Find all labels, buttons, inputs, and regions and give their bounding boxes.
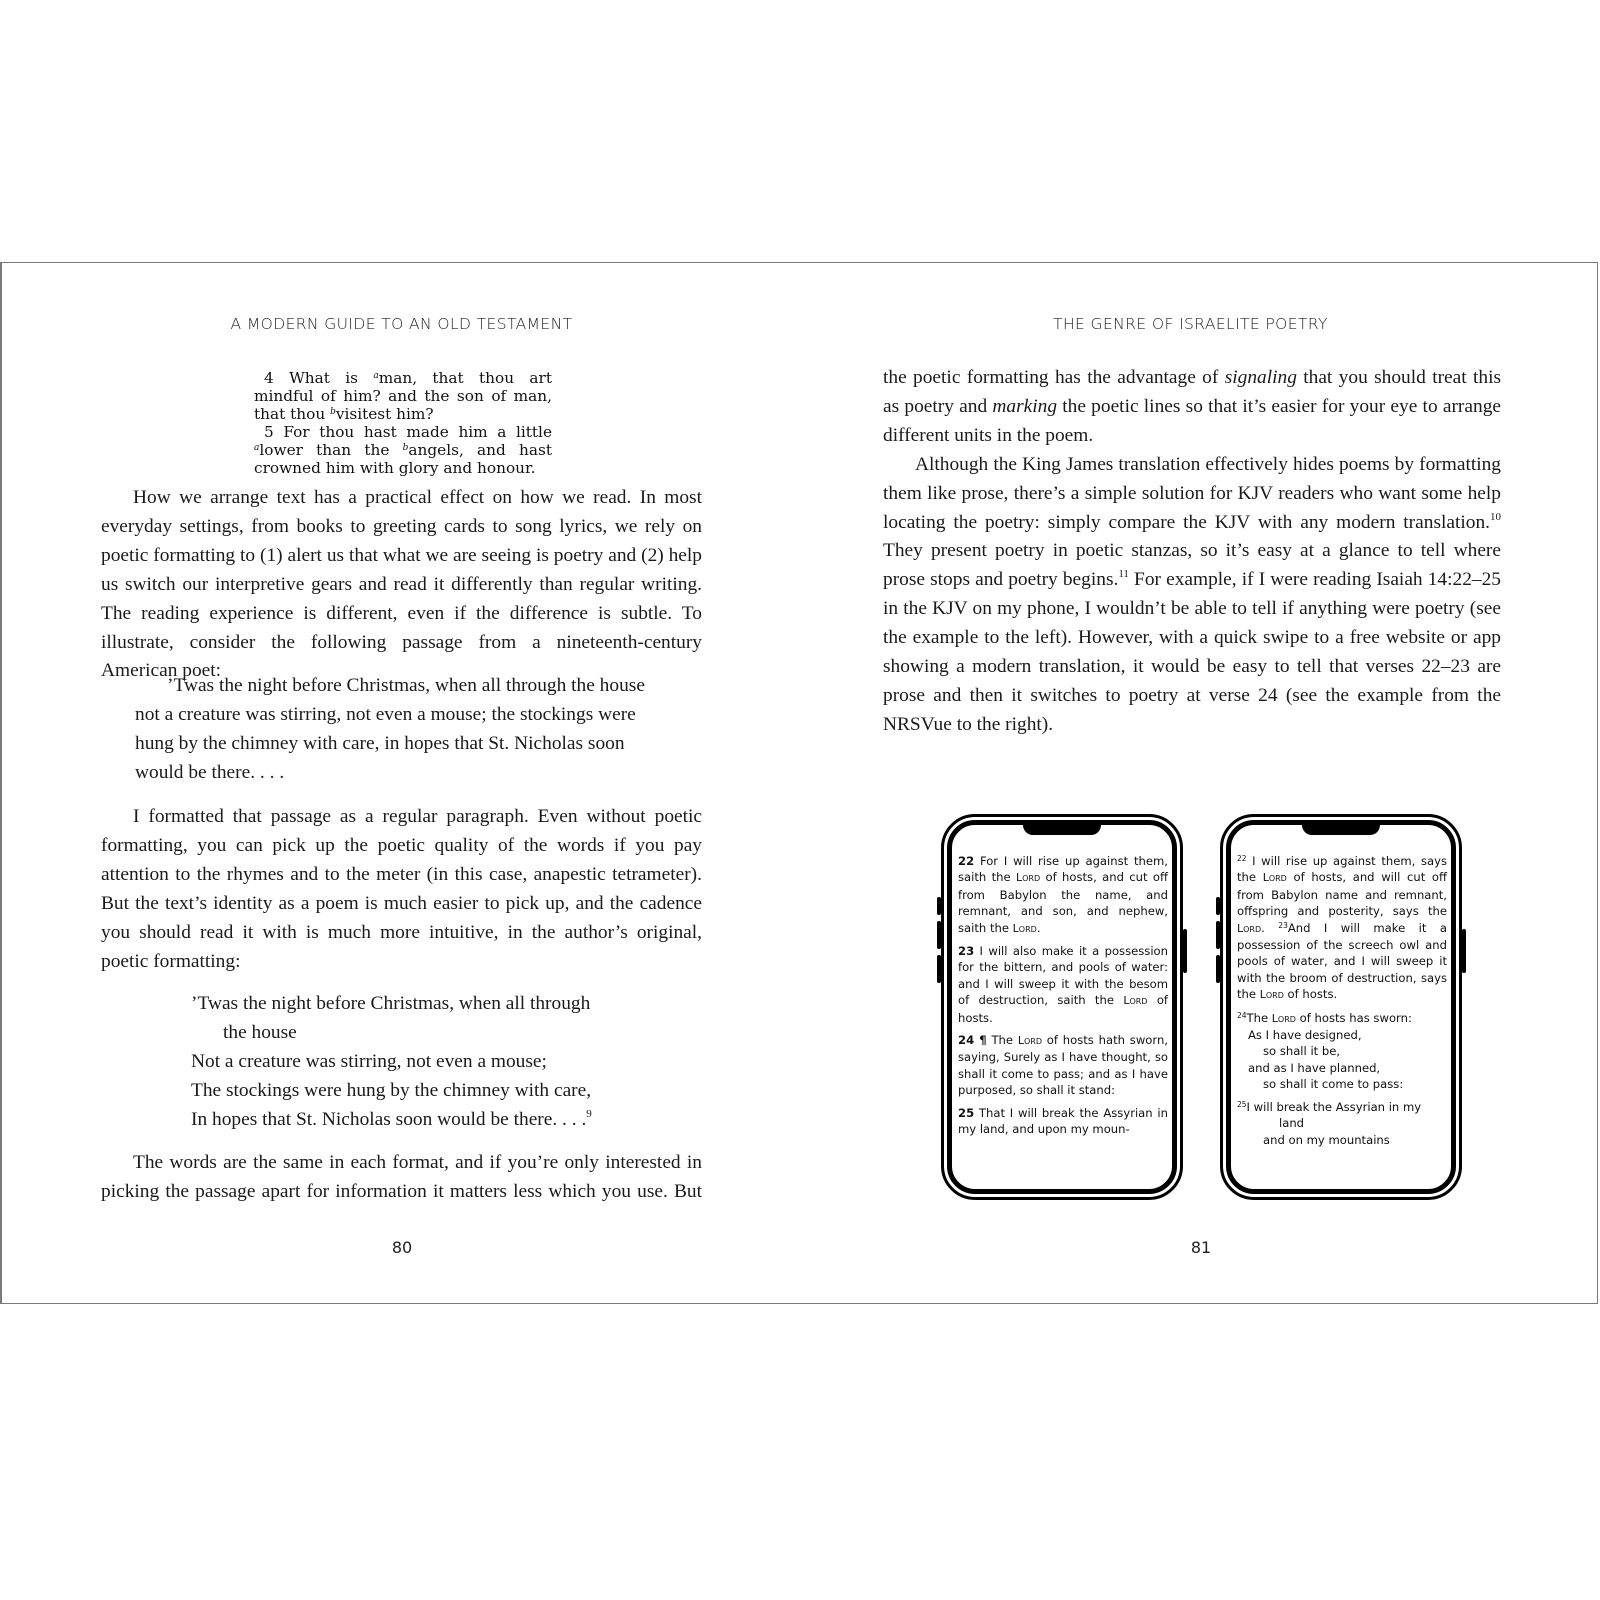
- cross-reference-mark: b: [402, 443, 409, 453]
- kjv-verse-5: 5 For thou hast made him a little $^a$lower than the $^b$angels, and hast crowned him with glory and honour.: [254, 423, 552, 477]
- phone-volume-up-button: [937, 921, 941, 949]
- phone-mute-switch: [937, 897, 941, 915]
- body-paragraph-continued: the poetic formatting has the advantage of signaling that you should treat this as poetry and marking the poetic lines so that it’s easier for your eye to arrange different units in the poem. Although the King James translation effectively hides poems by formatting them like prose, there’s a simple solution for KJV readers who want some help locating the poetry: simply compare the KJV with any modern translation.$^{10}$ They present poetry in poetic stanzas, so it’s easy at a glance to tell where prose stops and poetry begins.$^{11}$ For example, if I were reading Isaiah 14:22–25 in the KJV on my phone, I wouldn’t be able to tell if anything were poetry (see the example to the left). However, with a quick swipe to a free website or app showing a modern translation, it would be easy to tell that verses 22–23 are prose and then it switches to poetry at verse 24 (see the example from the NRSVue to the right).: [883, 364, 1501, 740]
- left-page: [2, 263, 801, 1303]
- body-paragraph-kjv: Although the King James translation effectively hides poems by formatting them like prose, there’s a simple solution for KJV readers who want some help locating the poetry: simply compare the KJV with any modern translation.$^{10}$ They present poetry in poetic stanzas, so it’s easy at a glance to tell where prose stops and poetry begins.$^{11}$ For example, if I were reading Isaiah 14:22–25 in the KJV on my phone, I wouldn’t be able to tell if anything were poetry (see the example to the left). However, with a quick swipe to a free website or app showing a modern translation, it would be easy to tell that verses 22–23 are prose and then it switches to poetry at verse 24 (see the example from the NRSVue to the right).: [883, 453, 1501, 735]
- kjv-isaiah-verse-24: 24 ¶ The Lord of hosts hath sworn, saying, Surely as I have thought, so shall it come to pass; and as I have purposed, so shall it stand:: [958, 1033, 1168, 1098]
- kjv-isaiah-verse-22: 22 For I will rise up against them, saith the Lord of hosts, and cut off from Babylon the name, and remnant, and son, and nephew, saith the Lord.: [958, 854, 1168, 935]
- page-number-right: 81: [1190, 1238, 1212, 1257]
- phone-mute-switch: [1216, 897, 1220, 915]
- kjv-verse-4: 4 What is $^a$man, that thou art mindful of him? and the son of man, that thou $^b$visitest him?: [254, 369, 552, 423]
- phone-notch: [1023, 824, 1101, 835]
- body-paragraph-2: I formatted that passage as a regular paragraph. Even without poetic formatting, you can pick up the poetic quality of the words if you pay attention to the rhymes and to the meter (in this case, anapestic tetrameter). But the text’s identity as a poem is much easier to pick up, and the cadence you should read it with is much more intuitive, in the author’s original, poetic formatting:: [101, 806, 702, 972]
- body-paragraph-3: The words are the same in each format, and if you’re only interested in picking the passage apart for information it matters less which you use. But: [101, 1152, 702, 1202]
- footnote-marker: 10: [1490, 510, 1501, 523]
- pilcrow-icon: ¶: [974, 1033, 987, 1048]
- phone-illustration-nrsvue: [1220, 814, 1462, 1200]
- nrsvue-isaiah-verses-22-23: $^{22}$ I will rise up against them, says the Lord of hosts, and will cut off from Babylon name and remnant, offspring and posterity, says the Lord. $^{23}$And I will make it a possession of the screech owl and pools of water, and I will sweep it with the broom of destruction, says the Lord of hosts.: [1237, 854, 1447, 1002]
- phone-notch: [1302, 824, 1380, 835]
- phone-power-button: [1183, 929, 1187, 973]
- nrsvue-isaiah-verse-25: $^{25}$I will break the Assyrian in my land and on my mountains: [1237, 1099, 1422, 1147]
- body-paragraph-1: How we arrange text has a practical effect on how we read. In most everyday settings, from books to greeting cards to song lyrics, we rely on poetic formatting to (1) alert us that what we are seeing is poetry and (2) help us switch our interpretive gears and read it differently than regular writing. The reading experience is different, even if the difference is subtle. To illustrate, consider the following passage from a nineteenth-century American poet:: [101, 487, 702, 682]
- footnote-marker: 11: [1118, 568, 1129, 581]
- phone-volume-down-button: [937, 955, 941, 983]
- cross-reference-mark: b: [330, 407, 336, 417]
- cross-reference-mark: a: [373, 371, 379, 381]
- footnote-marker: 9: [586, 1107, 592, 1120]
- phone-screen-nrsvue: [1237, 853, 1447, 1154]
- poetic-formatted-quote: ’Twas the night before Christmas, when all through the house Not a creature was stirring, not even a mouse; The stockings were hung by the chimney with care, In hopes that St. Nicholas soon would be there. . . .$^9$: [191, 993, 592, 1130]
- running-head-left: A MODERN GUIDE TO AN OLD TESTAMENT: [230, 315, 573, 333]
- page-number-left: 80: [391, 1238, 413, 1257]
- cross-reference-mark: a: [254, 443, 260, 453]
- phone-screen-kjv: [958, 853, 1168, 1144]
- phone-volume-down-button: [1216, 955, 1220, 983]
- kjv-psalm-excerpt: [254, 369, 552, 477]
- prose-formatted-quote: ’Twas the night before Christmas, when all through the house not a creature was stirring, not even a mouse; the stockings were hung by the chimney with care, in hopes that St. Nicholas soon would be there. . . .: [135, 675, 645, 783]
- kjv-isaiah-verse-23: 23 I will also make it a possession for the bittern, and pools of water: and I will sweep it with the besom of destruction, saith the Lord of hosts.: [958, 944, 1168, 1025]
- phone-illustration-kjv: [941, 814, 1183, 1200]
- phone-volume-up-button: [1216, 921, 1220, 949]
- running-head-right: THE GENRE OF ISRAELITE POETRY: [1053, 315, 1328, 333]
- kjv-isaiah-verse-25: 25 That I will break the Assyrian in my land, and upon my moun-: [958, 1105, 1168, 1137]
- phone-power-button: [1462, 929, 1466, 973]
- nrsvue-isaiah-verse-24: $^{24}$The Lord of hosts has sworn: As I have designed, so shall it be, and as I have planned, so shall it come to pass:: [1237, 1010, 1412, 1092]
- right-page: [801, 263, 1600, 1303]
- book-spread: [0, 262, 1598, 1304]
